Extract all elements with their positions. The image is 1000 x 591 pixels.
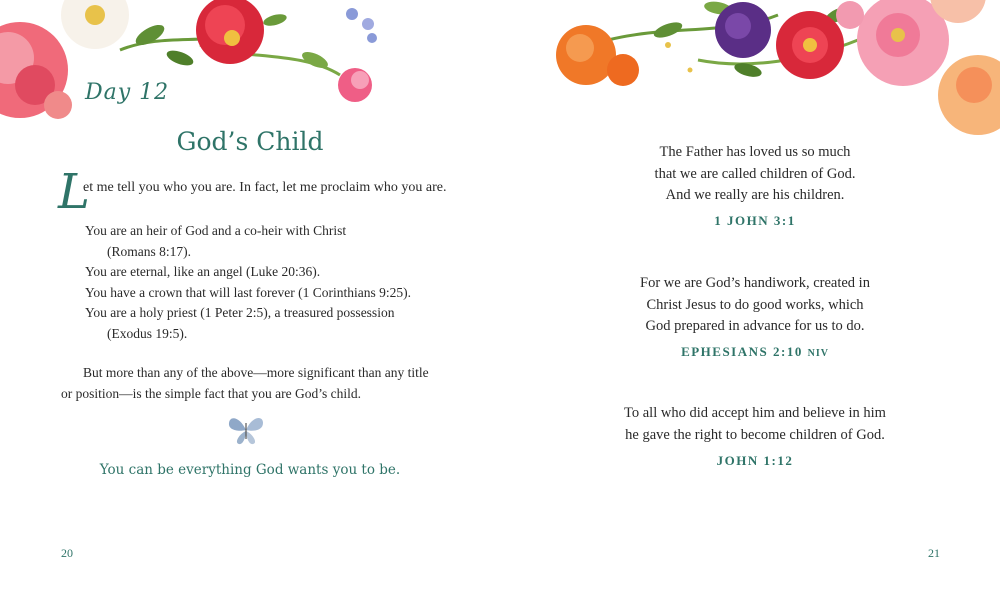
- verse-text: [500, 273, 1000, 338]
- list-item: (Romans 8:17).: [107, 243, 191, 259]
- list-item: You are an heir of God and a co-heir with Christ: [85, 223, 347, 238]
- verse-reference: [500, 453, 1000, 469]
- verse-reference: [500, 344, 1000, 360]
- day-label: Day 12: [85, 80, 170, 105]
- list-item: You are a holy priest (1 Peter 2:5), a treasured possession: [85, 305, 395, 320]
- paragraph-line: or position—is the simple fact that you are God’s child.: [61, 386, 361, 401]
- verse-text: [500, 403, 1000, 446]
- body-paragraph: [61, 362, 451, 404]
- list-item: You have a crown that will last forever (1 Corinthians 9:25).: [85, 284, 411, 300]
- list-item: (Exodus 19:5).: [107, 325, 188, 341]
- page-number: 20: [61, 546, 73, 560]
- identity-list: [85, 221, 411, 344]
- reference-text: JOHN 1:12: [716, 453, 794, 468]
- verse-reference: [500, 213, 1000, 229]
- butterfly-icon: [226, 413, 266, 447]
- bible-version: NIV: [807, 348, 829, 359]
- verse-line: Christ Jesus to do good works, which: [646, 296, 864, 313]
- drop-cap: L: [58, 164, 90, 220]
- flowers-top-left-illustration: [0, 0, 400, 120]
- page-title: God’s Child: [176, 127, 324, 156]
- list-item: You are eternal, like an angel (Luke 20:36).: [85, 264, 321, 279]
- verse-line: that we are called children of God.: [654, 165, 856, 182]
- page-number: 21: [928, 546, 940, 560]
- verse-line: The Father has loved us so much: [659, 144, 851, 160]
- verse-text: [500, 142, 1000, 207]
- paragraph-line: But more than any of the above—more significant than any title: [83, 365, 429, 380]
- flowers-top-right-illustration: [548, 0, 1000, 140]
- right-page: [500, 0, 1000, 591]
- verse-line: God prepared in advance for us to do.: [645, 318, 865, 334]
- reference-text: EPHESIANS 2:10: [681, 344, 803, 359]
- verse-line: he gave the right to become children of God.: [625, 426, 885, 443]
- reference-text: 1 JOHN 3:1: [714, 213, 796, 228]
- intro-text: et me tell you who you are. In fact, let me proclaim who you are.: [83, 180, 447, 195]
- verse-line: For we are God’s handiwork, created in: [640, 275, 870, 291]
- closing-line: You can be everything God wants you to be.: [99, 462, 401, 478]
- verse-line: And we really are his children.: [665, 187, 845, 203]
- verse-line: To all who did accept him and believe in him: [624, 405, 886, 421]
